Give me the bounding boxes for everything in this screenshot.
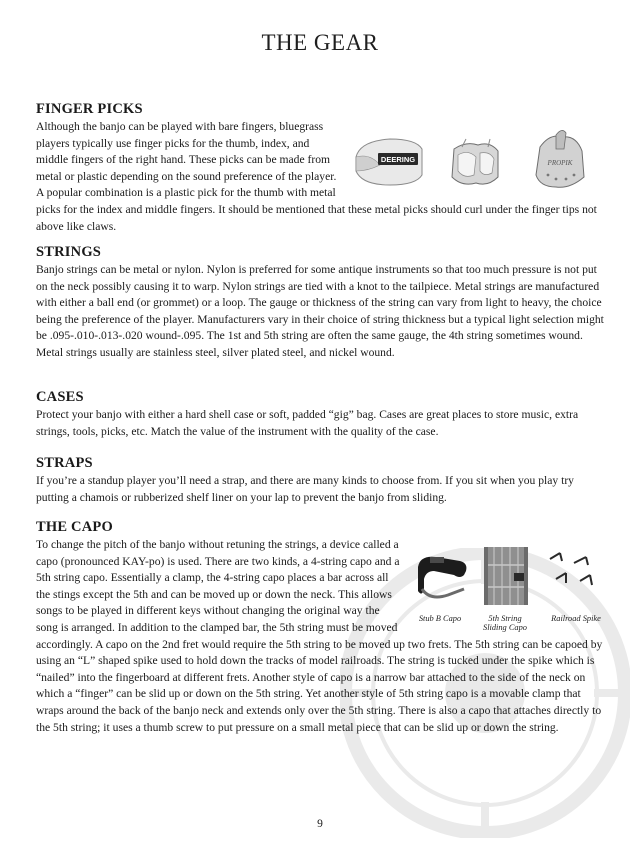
strings-text: Banjo strings can be metal or nylon. Nylon is preferred for some antique instruments so that too much pressure is not put on the neck possibly causing it to warp. Nylon strings are tied with a knot to the tailpiece. Metal strings are manufactured with either a ball end (or grommet) or a loop. The gauge or thickness of the string can vary from light to heavy, the choice being the preference of the player. Manufacturers vary in their choice of string thickness but a typical light selection might be .095-.010-.013-.020 wound-.095. The 1st and 5th string are often the same gauge, the 4th string sometimes wound. Metal strings usually are stainless steel, silver plated steel, and nickel wound. xyxy=(36,263,604,359)
section-capo xyxy=(36,519,606,736)
capo-heading: THE CAPO xyxy=(36,519,113,535)
sliding-capo-caption-line2: Sliding Capo xyxy=(483,623,527,632)
section-strings xyxy=(36,244,606,362)
cases-heading: CASES xyxy=(36,389,84,405)
strings-heading: STRINGS xyxy=(36,244,102,260)
straps-text: If you’re a standup player you’ll need a strap, and there are many kinds to choose from. If you sit when you play try putting a chamois or rubberized shelf liner on your lap to prevent the banjo from sliding. xyxy=(36,474,574,504)
railroad-spike-image xyxy=(550,553,592,585)
stub-b-capo-image xyxy=(418,557,466,597)
section-cases xyxy=(36,389,606,440)
stub-b-capo-caption: Stub B Capo xyxy=(418,614,462,623)
straps-heading: STRAPS xyxy=(36,455,93,471)
sliding-capo-image xyxy=(484,547,528,605)
finger-picks-heading: FINGER PICKS xyxy=(36,101,143,117)
section-finger-picks xyxy=(36,101,606,235)
thumb-pick-image xyxy=(356,139,422,185)
finger-picks-text: Although the banjo can be played with bare fingers, bluegrass players typically use finger picks for the thumb, index, and middle fingers of the right hand. These picks can be made from metal or plastic depending on the sound preference of the player. A popular combination is a plastic pick for the thumb with metal picks for the index and middle fingers. It should be mentioned that these metal picks should curl under the finger tips not above like claws. xyxy=(36,120,597,233)
capo-illustrations xyxy=(410,541,606,635)
sliding-capo-caption-line1: 5th String xyxy=(488,614,522,623)
page-number: 9 xyxy=(317,818,323,830)
capo-text: To change the pitch of the banjo without retuning the strings, a device called a capo (pronounced KAY-po) is used. There are two kinds, a 4-string capo and a 5th string capo. Essentially a clamp, the 4-string capo places a bar across all the stings except the 5th and can be moved up or down the neck. This allows songs to be played in different keys without changing the original way the song is arranged. In addition to the clamped bar, the 5th string must be moved accordingly. A capo on the 2nd fret would require the 5th string to be moved up two frets. The 5th string can be capoed by using an “L” shaped spike used to hold down the tracks of model railroads. The string is tucked under the spike which is “nailed” into the fingerboard at different frets. Another style of capo is a narrow bar attached to the side of the neck on which a “finger” can be slid up or down on the 5th string. Yet another style of 5th string capo is a movable clamp that wraps around the back of the banjo neck and extends only over the 5th string. There is also a capo that attaches directly to the 5th string; it uses a thumb screw to put pressure on a small metal piece that can be slid up or down the string. xyxy=(36,538,603,734)
propik-brand: PROPIK xyxy=(547,159,573,167)
section-straps xyxy=(36,455,606,506)
propik-pick-image xyxy=(536,130,584,187)
metal-pick-image xyxy=(452,139,498,184)
cases-text: Protect your banjo with either a hard shell case or soft, padded “gig” bag. Cases are great places to store music, extra strings, tools, picks, etc. Match the value of the instrument with the quality of the case. xyxy=(36,408,579,438)
railroad-spike-caption: Railroad Spike xyxy=(551,614,601,623)
picks-svg xyxy=(350,127,606,197)
capo-svg xyxy=(410,545,606,615)
page-title: THE GEAR xyxy=(261,30,379,55)
thumb-pick-brand: DEERING xyxy=(380,155,416,164)
finger-picks-illustration xyxy=(350,127,606,197)
